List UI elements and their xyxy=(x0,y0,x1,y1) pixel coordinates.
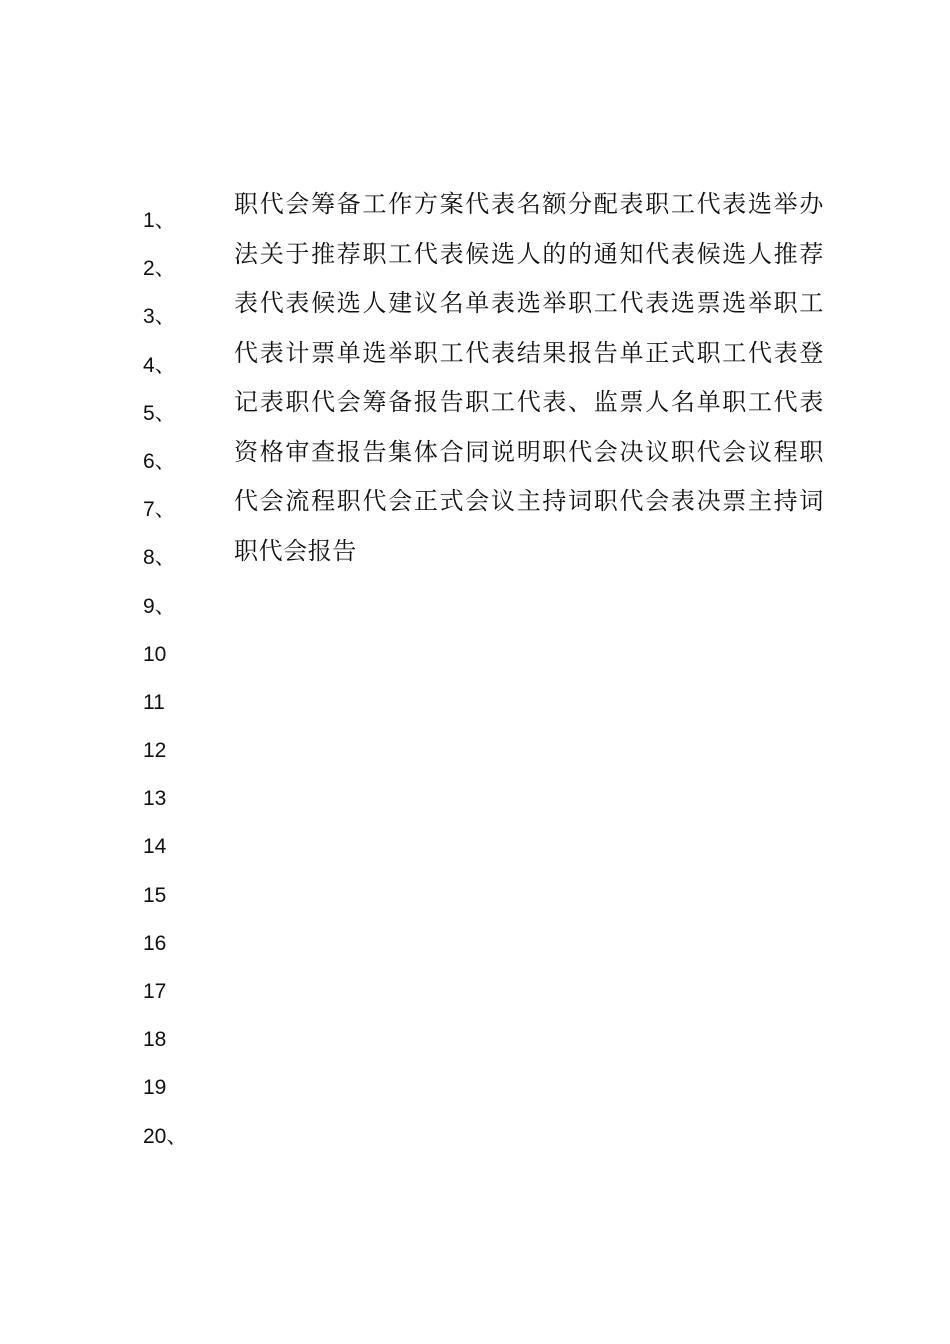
list-number: 20、 xyxy=(143,1124,188,1148)
list-number: 4、 xyxy=(143,353,176,377)
list-number: 12 xyxy=(143,739,167,763)
list-number: 7、 xyxy=(143,498,176,522)
list-number: 15 xyxy=(143,883,167,907)
list-number: 19 xyxy=(143,1076,167,1100)
list-number: 18 xyxy=(143,1028,167,1052)
list-number: 3、 xyxy=(143,305,176,329)
list-number: 10 xyxy=(143,642,167,666)
list-number: 2、 xyxy=(143,257,176,281)
list-number: 6、 xyxy=(143,449,176,473)
list-number: 1、 xyxy=(143,209,176,232)
list-number: 8、 xyxy=(143,546,176,570)
list-number: 5、 xyxy=(143,401,176,425)
list-number: 16 xyxy=(143,931,167,955)
list-number: 13 xyxy=(143,787,167,811)
list-number: 14 xyxy=(143,835,167,859)
list-number: 11 xyxy=(143,690,165,714)
document-body-text: 职代会筹备工作方案代表名额分配表职工代表选举办法关于推荐职工代表候选人的的通知代表候选人推荐表代表候选人建议名单表选举职工代表选票选举职工代表计票单选举职工代表结果报告单正式职工代表登记表职代会筹备报告职工代表、监票人名单职工代表资格审查报告集体合同说明职代会决议职代会议程职代会流程职代会正式会议主持词职代会表决票主持词职代会报告 xyxy=(234,190,824,565)
number-column xyxy=(143,197,187,1161)
list-number: 9、 xyxy=(143,594,176,618)
list-number: 17 xyxy=(143,980,167,1003)
